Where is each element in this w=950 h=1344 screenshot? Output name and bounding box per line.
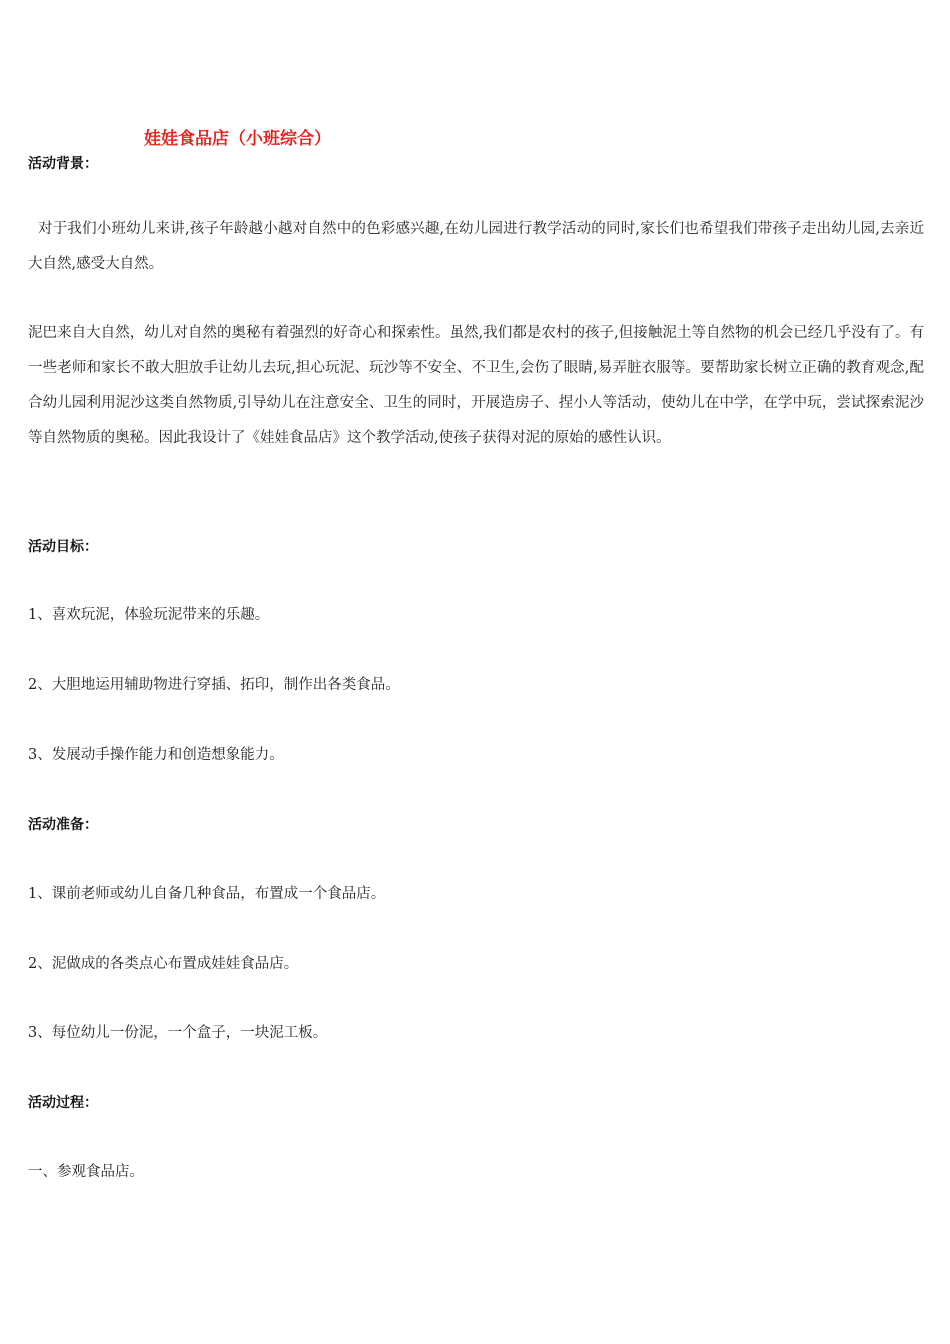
- goal-item-1: 1、喜欢玩泥，体验玩泥带来的乐趣。: [28, 607, 270, 623]
- section-heading-goals: 活动目标：: [28, 539, 98, 555]
- background-paragraph-1: 对于我们小班幼儿来讲,孩子年龄越小越对自然中的色彩感兴趣,在幼儿园进行教学活动的同时,家长们也希望我们带孩子走出幼儿园,去亲近大自然,感受大自然。: [28, 221, 924, 272]
- preparation-item-2: 2、泥做成的各类点心布置成娃娃食品店。: [28, 956, 299, 972]
- section-heading-preparation: 活动准备：: [28, 817, 98, 833]
- goal-item-2: 2、大胆地运用辅助物进行穿插、拓印，制作出各类食品。: [28, 677, 400, 693]
- goal-item-3: 3、发展动手操作能力和创造想象能力。: [28, 747, 284, 763]
- preparation-item-3: 3、每位幼儿一份泥，一个盒子，一块泥工板。: [28, 1025, 328, 1041]
- preparation-item-1: 1、课前老师或幼儿自备几种食品，布置成一个食品店。: [28, 886, 386, 902]
- section-heading-background: 活动背景：: [28, 156, 98, 172]
- process-item-1: 一、参观食品店。: [28, 1164, 144, 1180]
- section-heading-process: 活动过程：: [28, 1095, 98, 1111]
- document-title: 娃娃食品店（小班综合）: [144, 129, 331, 149]
- background-paragraph-2: 泥巴来自大自然，幼儿对自然的奥秘有着强烈的好奇心和探索性。虽然,我们都是农村的孩子,但接触泥土等自然物的机会已经几乎没有了。有一些老师和家长不敢大胆放手让幼儿去玩,担心玩泥、玩沙等不安全、不卫生,会伤了眼睛,易弄脏衣服等。要帮助家长树立正确的教育观念,配合幼儿园利用泥沙这类自然物质,引导幼儿在注意安全、卫生的同时，开展造房子、捏小人等活动，使幼儿在中学，在学中玩，尝试探索泥沙等自然物质的奥秘。因此我设计了《娃娃食品店》这个教学活动,使孩子获得对泥的原始的感性认识。: [28, 325, 924, 446]
